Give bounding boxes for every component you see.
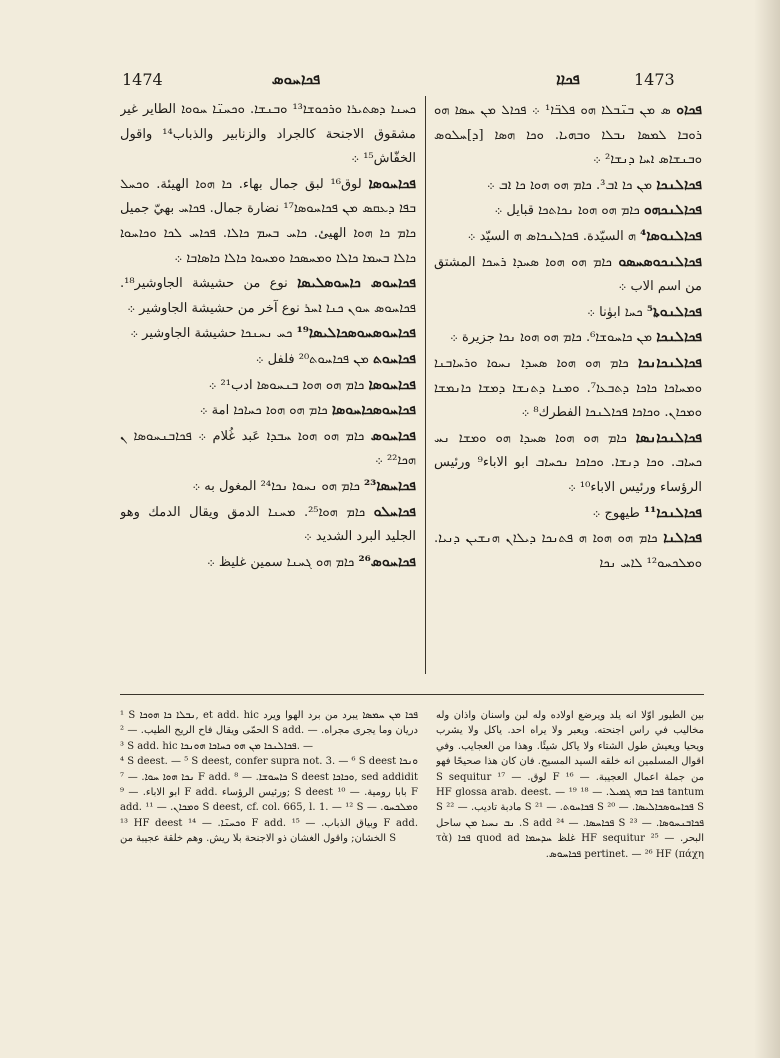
page-number-left: 1474 bbox=[122, 70, 163, 89]
dictionary-entry bbox=[434, 501, 702, 527]
entry-headword: ܦܟܐܠܢܘܣܐ⁴ bbox=[640, 227, 702, 244]
footnote-paragraph: ⁴ S deest. — ⁵ S deest, confer supra not. 3. — ⁶ S deest ܘܢܟܐ ܢܟܐ ܗܘܐ ܚܘܐ. — ⁷ F add. ܟܐܚܘܫܐ. — ⁸ S deest ܘܟܐܟܐ, sed addidit ابو الاباء. — ⁹ F add. ورئيس الرؤساء; S deest بابا رومية. — ¹⁰ F add. ܘܡܟܐܢ. — ¹¹ S deest, cf. col. 665, l. 1. — ¹² S ܘܡܠܟܚܘ. — ¹³ HF deest ܘܟܚܢ̈ܐ. — ¹⁴ F add. وبياق الذباب. — ¹⁵ F add. الخشان; واقول الغشان ذو الاجنحة بلا ريش. وهم خلقة عجيبة من S bbox=[120, 756, 418, 845]
entry-headword: ܦܟܐܠܢܟܗܘ bbox=[643, 202, 702, 219]
entry-definition: ܡܢ ܟܐ ܐܒ³. ܟܐܡ ܗܘ ܗܘܐ ܟܐ ܐܒ ܀ bbox=[486, 177, 653, 193]
dictionary-entry bbox=[120, 347, 416, 373]
column-divider bbox=[425, 96, 426, 674]
entry-definition: ܟܐܡ ܗܘ ܓܚܢܐ سمين غليظ ܀ bbox=[206, 554, 355, 570]
footnote-paragraph: ¹ S ܢܒܠܐ ܟܐ ܗܘܟܐ, et add. hic ܦܟܐ ܡܢ ܚܡܣܐ يبرد من برد الهوا ويرد الحمّى ويقال فاح الريح الطيب. — ² S add. دريان وما يجرى مجراه. — ³ S add. hic ܦܟܐܠܢܟܐ ܡܢ ܗܘ ܟܚܐܟܐ ܗܘܢܟܐ. — bbox=[120, 710, 418, 752]
entry-definition: ܟܐܡ ܗܘ ܗܘܐ ܚܒܕܐ عَبد غُلام ܀ ܦܟܐܒܢܚܘܣܐ ܢ ܗܟܐ²² ܀ bbox=[120, 428, 416, 469]
entry-headword: ܦܟܐܚܘܣ²⁶ bbox=[358, 553, 416, 570]
footnote-paragraph: بين الطيور اوّلا انه يلد ويرضع اولاده وله لبن واسنان واذان وله مخاليب في راس اجنحته. ويعبر ولا يراه احد. ياكل ولا يشرب ويحيا ويعيش طول الشتاء ولا ياكل شيئًا. وهذا من العجايب. وفي اقوال المسلمين انه خلقه السيد المسيح. فان كان هذا صحيحًا فهو من جملة اعمال العجيبة. — ¹⁶ F لوق. — ¹⁷ S sequitur tantum ܦܟܐ ܒܗܝ ܓܡܝܠ. — ¹⁸ HF glossa arab. deest. — ¹⁹ S ܦܟܐܚܘܣܟܐܠܝܣܐ. — ²⁰ S ܦܟܐܚܘܬ. — ²¹ S مادبة تاديب. — ²² S ܦܟܐܒܢܚܘܣܐ. — ²³ S ܦܟܐܚܣܐ. — ²⁴ S add. ܢܒ ܢܚܝܐ ܡܢ ساحل البحر. — ²⁵ HF sequitur غلظ ܚܕܚܡܐ quod ad ܦܟܐ (τὰ πάχη) pertinet. — ²⁶ HF ܦܟܐܚܘܣ. bbox=[436, 710, 704, 860]
page-number-right: 1473 bbox=[634, 70, 675, 89]
entry-headword: ܦܟܐܚܘܣܟܐܚܘܣܐ bbox=[331, 402, 416, 419]
entry-headword: ܦܟܐܚܘܣ bbox=[370, 427, 416, 444]
entry-headword: ܦܟܐܠܢܟܐ¹¹ bbox=[643, 504, 702, 521]
dictionary-entry bbox=[120, 373, 416, 399]
entry-headword: ܦܟܐܠܢܟܘܣܚܣܘ bbox=[618, 253, 702, 270]
entry-headword: ܦܟܐܚܘܣܚܘܣܟܐܠܝܣܐ¹⁹ bbox=[296, 325, 416, 342]
entry-headword: ܦܟܐܚܘܣܐ bbox=[368, 376, 416, 393]
entry-headword: ܦܟܐܚܘܣ ܟܐܚܘܣܠܝܣܐ bbox=[297, 275, 416, 292]
entry-definition: ܟܚ ܢܚܢܟܐ حشيشة الجاوشير ܀ bbox=[130, 326, 293, 342]
entry-headword: ܦܟܐܚܣܐ²³ bbox=[364, 477, 416, 494]
dictionary-entry bbox=[120, 500, 416, 550]
footnotes-left bbox=[120, 708, 418, 948]
footnotes-right bbox=[436, 708, 704, 948]
running-head-left: ܦܟܐܚܘܣ bbox=[271, 70, 321, 88]
dictionary-entry bbox=[434, 198, 702, 224]
dictionary-entry bbox=[434, 224, 702, 250]
dictionary-entry bbox=[120, 98, 416, 172]
dictionary-column-left bbox=[120, 98, 416, 678]
dictionary-entry bbox=[434, 325, 702, 351]
dictionary-entry bbox=[120, 424, 416, 474]
dictionary-entry bbox=[120, 321, 416, 347]
entry-definition: ܟܐܡ ܗܘ ܗܘܐ ܟܚܐܟܐ امة ܀ bbox=[199, 403, 328, 419]
entry-definition: ܟܐܡ ܗܘ ܗܘܐ ܢܟܐܬܟܐ قبايل ܀ bbox=[494, 203, 640, 219]
entry-headword: ܦܟܐܠܢܟܐ bbox=[656, 176, 702, 193]
entry-definition: ܡܢ ܦܟܐܚܘܬ²⁰ فلفل ܀ bbox=[255, 351, 369, 367]
entry-definition: طيهوج ܀ bbox=[592, 505, 640, 521]
entry-definition: ܟܐܡ ܗܘ ܗܘܐ ܒܢܚܘܣܐ ادب²¹ ܀ bbox=[208, 377, 365, 393]
entry-definition: ܟܐܡ ܗܘܐ²⁵. ܡܚܢܐ الدمق ويقال الدمك وهو الجليد البرد الشديد ܀ bbox=[120, 504, 416, 545]
dictionary-entry bbox=[434, 426, 702, 501]
dictionary-entry bbox=[120, 172, 416, 271]
entry-definition: ܟܚܐ ابوٰنا ܀ bbox=[587, 304, 643, 320]
dictionary-entry bbox=[120, 271, 416, 321]
entry-headword: ܦܟܐܚܘܬ bbox=[372, 350, 416, 367]
entry-headword: ܦܟܐܠܢܟܐܢܟܐ bbox=[637, 354, 702, 371]
running-head-right: ܦܟܐܐ bbox=[556, 70, 580, 88]
entry-definition: نوع من حشيشة الجاوشير¹⁸. ܦܟܐܚܘܣ ܚܘܢ ܟܢܐ ܐܚܪ نوع آخر من حشيشة الجاوشير ܀ bbox=[120, 276, 416, 316]
entry-headword: ܦܟܐܠܢܟܐܢܣܐ bbox=[635, 429, 702, 446]
entry-definition: ܟܚܢܐ ܕܣܬܝܪܐ ܘܪܟܘܫܐ¹³ ܘܒܢܫܐ. ܘܟܚܢ̈ܐ ܚܘܘܐ الطاير غير مشقوق الاجنحة كالجراد والزنابير والذباب¹⁴ واقول الخفّاش¹⁵ ܀ bbox=[120, 102, 416, 167]
entry-definition: ܟܐܡ ܗܘ ܗܘܐ ܣܚܕܐ ܗܘ ܘܡܫܐ ܢܚ ܟܚܐܒ. ܘܟܐ ܕܢܫܐ. ܘܟܐܟܐ ܢܟܚܐܒ ابو الاباء⁹ ورئيس الرؤساء ورئيس الاباء¹⁰ ܀ bbox=[434, 430, 702, 495]
entry-headword: ܦܟܐܘ bbox=[676, 102, 702, 118]
dictionary-entry bbox=[120, 474, 416, 500]
dictionary-entry bbox=[434, 526, 702, 576]
entry-definition: لوق¹⁶ لبق جمال بهاء. ܟܐ ܗܘܐ الهيئة. ܘܟܚܠ ܒܦܐ ܕܥܩܣ ܡܢ ܦܟܐܚܘܣܐ¹⁷ نضارة جمال. ܦܟܐܚ بهيّ جميل ܟܐܡ ܟܐ ܗܘܐ الهيئ. ܟܐܚ ܒܚܡ ܟܐܠܐ. ܦܟܐܚ ܠܟܐ ܘܟܐܚܘܐ ܟܐܠܐ ܒܚܡܐ ܟܐܠܐ ܘܡܚܣܟܐ ܘܡܚܘܐ ܟܐܠܐ ܟܐܣܐܒܐ ܀ bbox=[120, 176, 416, 266]
entry-definition: ܟܐܡ ܗܘ ܢܚܘܐ ܢܟܐ²⁴ المغول به ܀ bbox=[192, 478, 360, 494]
entry-definition: ܡܢ ܟܐܚܘܫܐ⁶. ܟܐܡ ܗܘ ܗܘܐ ܢܟܐ جزيرة ܀ bbox=[450, 330, 653, 346]
entry-definition: ܟܐܡ ܗܘ ܗܘܐ ܣܚܕܐ ܪܚܟܐ المشتق من اسم الاب ܀ bbox=[434, 254, 702, 295]
entry-definition: ܗ السيّدة. ܦܟܐܠܢܟܐܣ ܗ السيّد ܀ bbox=[467, 228, 636, 244]
dictionary-entry bbox=[434, 351, 702, 426]
entry-definition: ܟܐܡ ܗܘ ܗܘܐ ܣܚܕܐ ܢܚܘܐ ܘܪܚܐܒܢܐ ܘܡܚܐܟܐ ܟܐܟܐ ܕܬܒܥܐ⁷. ܘܡܢܐ ܕܬܢܫܐ ܕܡܫܐ ܟܐܢܡܫܐ ܘܡܟܐܢ. ܘܟܐܟܐ ܦܟܐܠܢܟܐ الفطرك⁸ ܀ bbox=[434, 355, 702, 421]
page-gutter-shadow bbox=[754, 0, 780, 1058]
entry-headword: ܦܟܐܚܠܘ bbox=[373, 503, 416, 520]
entry-headword: ܦܟܐܚܘܣܐ bbox=[368, 175, 416, 192]
dictionary-entry bbox=[434, 173, 702, 199]
footnote-separator bbox=[120, 694, 704, 695]
dictionary-column-right bbox=[434, 98, 702, 678]
entry-headword: ܦܟܐܠܢܐ bbox=[663, 530, 702, 547]
entry-definition: ܟܐܡ ܗܘ ܗܘܐ ܗ ܦܬܢܟܐ ܕܝܠܐܢ ܗܢܫܝܢ ܕܢܝܐ. ܘܡܠܟܚܘ¹² ܠܐܚ ܢܟܐ bbox=[434, 531, 702, 571]
dictionary-entry bbox=[434, 300, 702, 326]
entry-headword: ܦܟܐܠܢܘܬܐ⁵ bbox=[646, 303, 702, 320]
entry-headword: ܦܟܐܠܢܟܐ bbox=[656, 329, 702, 346]
dictionary-entry bbox=[434, 98, 702, 173]
dictionary-entry bbox=[120, 550, 416, 576]
dictionary-entry bbox=[434, 250, 702, 300]
dictionary-entry bbox=[120, 398, 416, 424]
entry-definition: ܣ ܡܢ ܒܢ̈ܒܠܐ ܗܘ ܦܠܒ̈ܐ¹ ܀ ܦܟܐܠ ܡܢ ܚܣܐ ܗܘ ܪܘܒܐ ܠܡܣܐ ܢܒܠܐ ܘܒܗܝܐ. ܘܟܐ ܗܣܐ [ܕ]ܚܠܘܣ ܘܒܢܫܐܣ ܐܚܐ ܕܢܫܐ² ܀ bbox=[434, 103, 702, 168]
